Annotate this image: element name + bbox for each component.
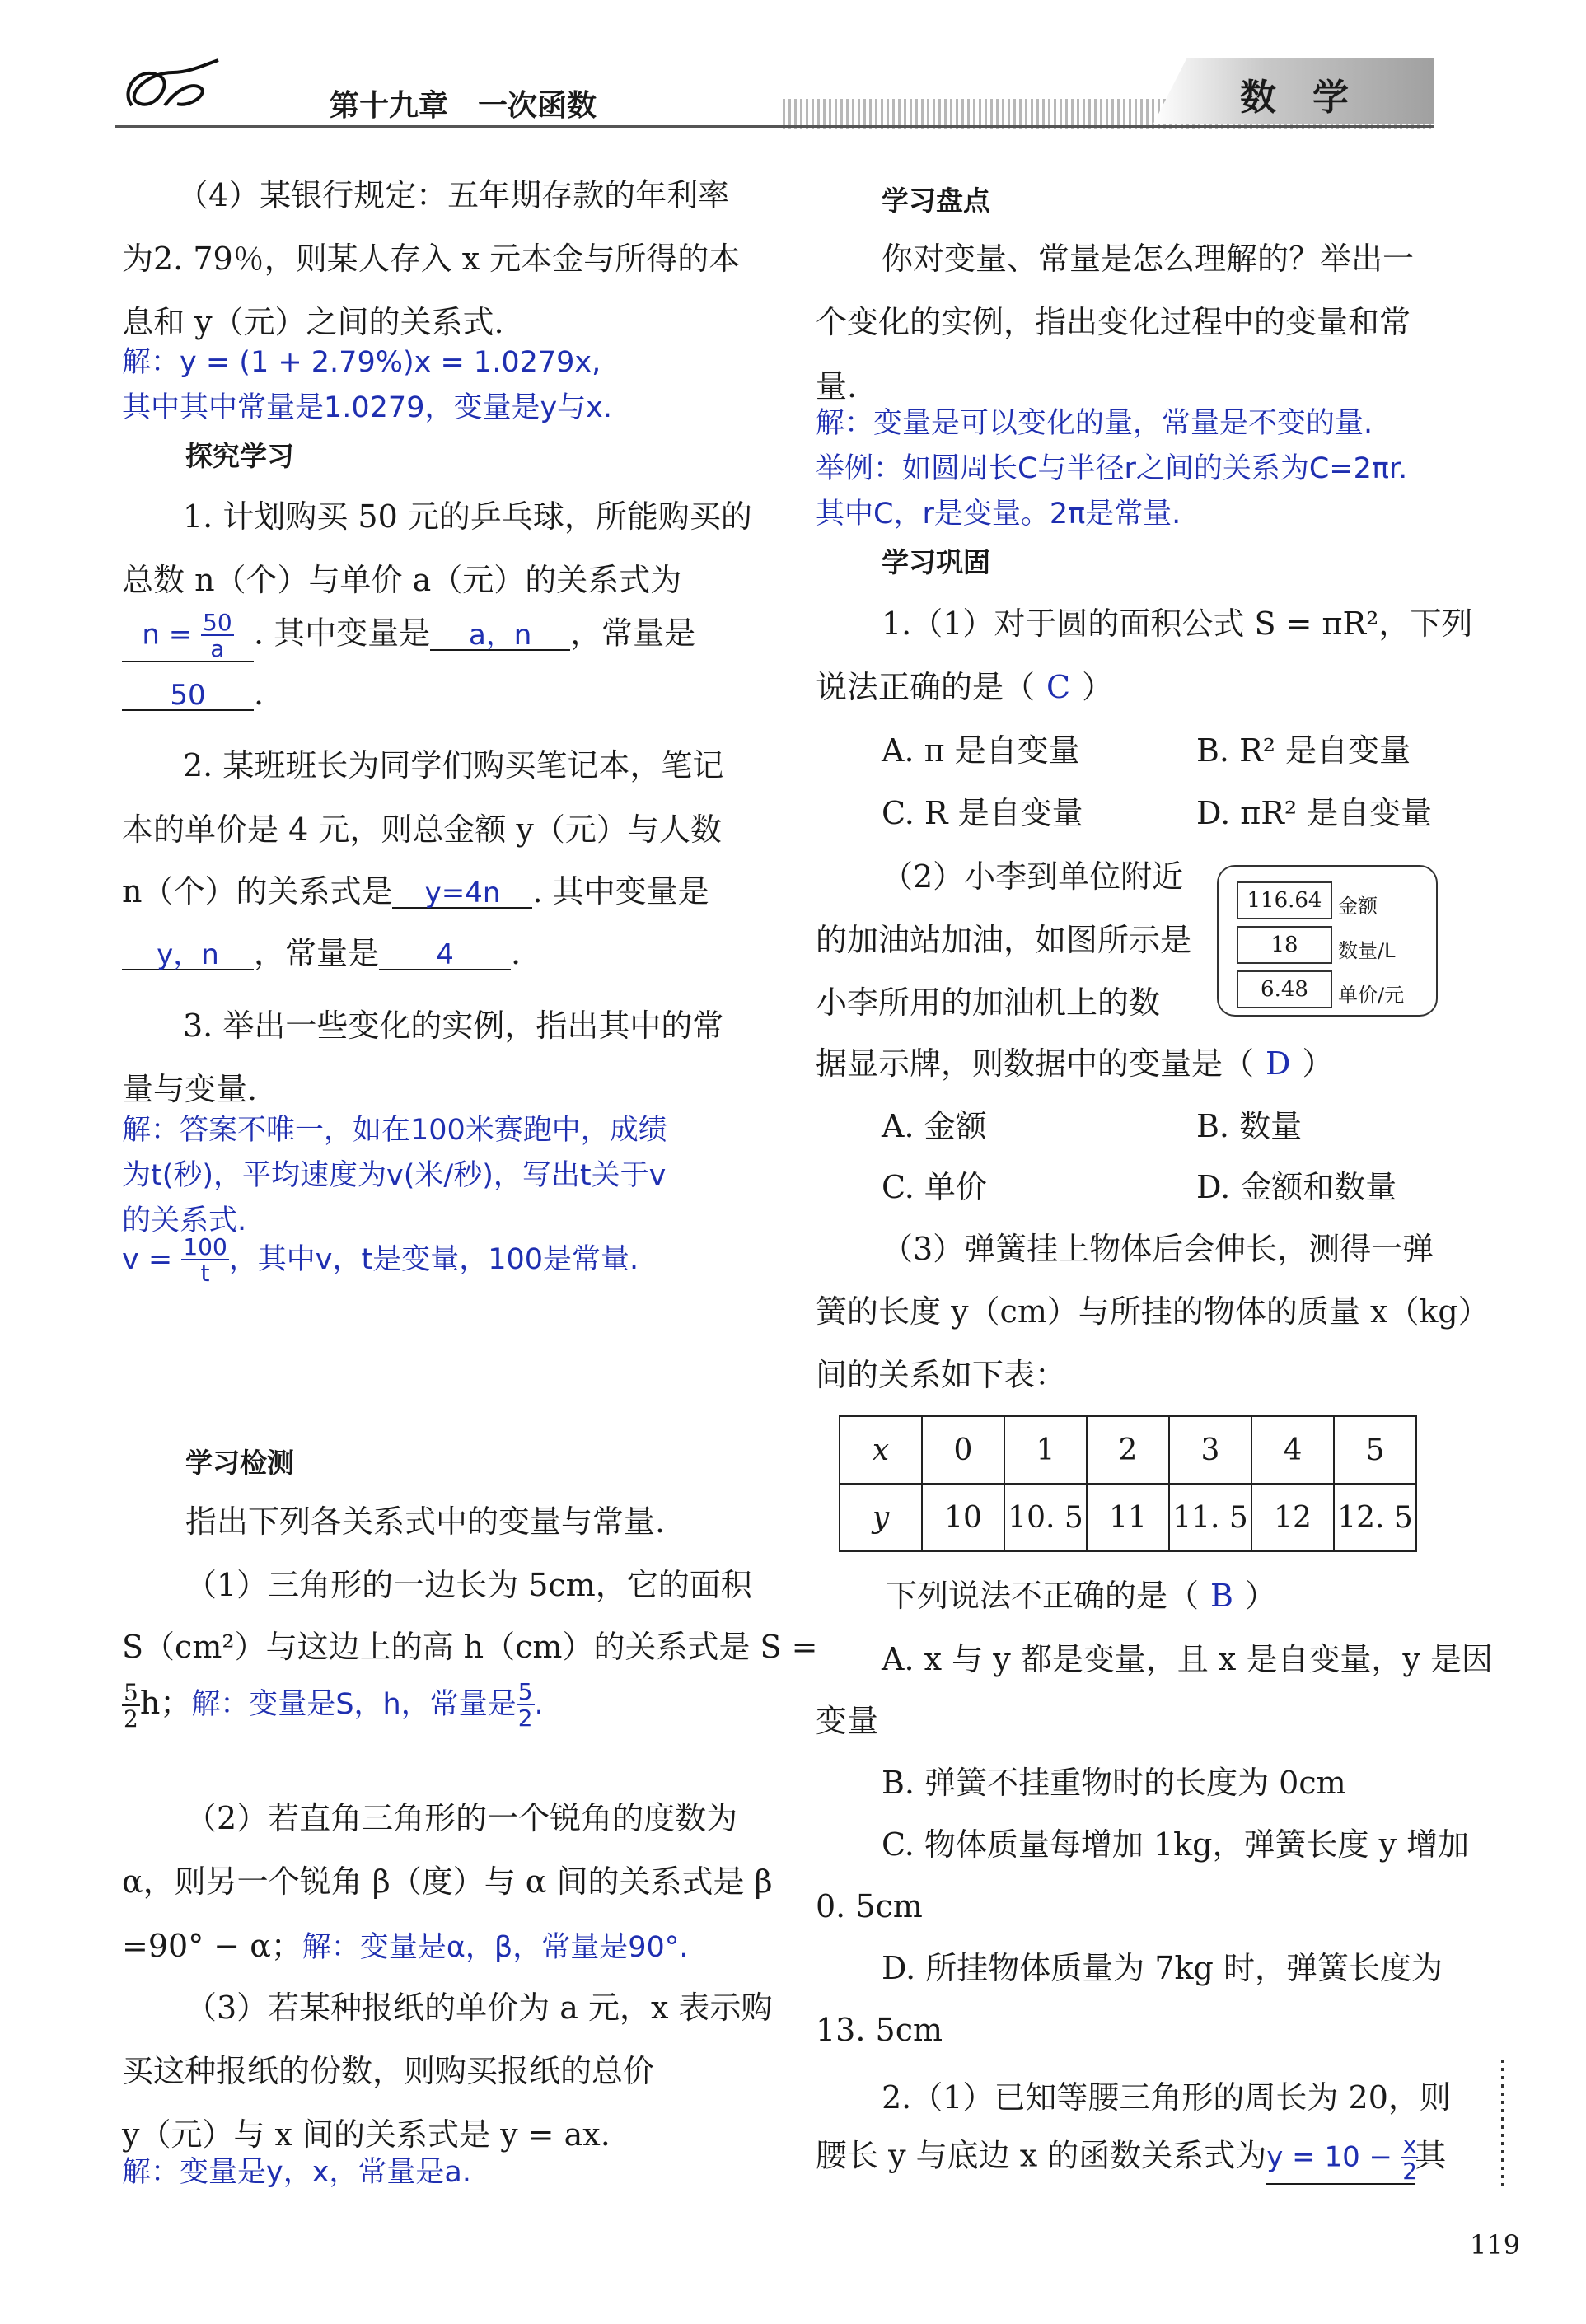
- e1-answer-numerator: 50: [203, 609, 232, 636]
- edge-dots: [1501, 2060, 1504, 2191]
- e1-line-3: n = $\frac{50}{a}$ . 其中变量是 a，n ，常量是: [122, 611, 695, 662]
- c1-answer: 解：变量是S，h，常量是: [191, 1688, 517, 1721]
- c3-line-3: y（元）与 x 间的关系式是 y = ax.: [122, 2116, 611, 2153]
- e2-line-4: y，n ，常量是 4 .: [122, 938, 521, 970]
- e1-answer-denominator: a: [210, 635, 225, 662]
- e3-line-2: 量与变量.: [122, 1071, 258, 1107]
- page-number: 119: [1470, 2229, 1521, 2261]
- e2-line-3: n（个）的关系式是 y=4n . 其中变量是: [122, 873, 709, 909]
- c1-answer-denominator: 2: [517, 1704, 533, 1732]
- e1-answer-formula: n = $\frac{50}{a}$: [122, 611, 254, 662]
- meter-amount-label: 金额: [1338, 895, 1378, 918]
- c2-line-3: =90° − α；解：变量是α，β，常量是90°.: [122, 1928, 689, 1964]
- e3-answer-numerator: 100: [183, 1233, 227, 1260]
- q1-option-a: A. π 是自变量: [882, 732, 1080, 769]
- e3-answer-4: v = $\frac{100}{t}$ ，其中v，t是变量，100是常量.: [122, 1233, 639, 1287]
- q3-line-4: 下列说法不正确的是（ B ）: [886, 1578, 1276, 1614]
- r-line-3: 量.: [816, 368, 858, 404]
- e1-line-4: 50 .: [122, 678, 264, 711]
- table-cell: 12. 5: [1334, 1484, 1416, 1551]
- c1-numerator: 5: [124, 1678, 138, 1706]
- e1-answer-vars: a，n: [430, 621, 570, 651]
- meter-price-label: 单价/元: [1338, 984, 1405, 1007]
- q2-line-1: （2）小李到单位附近: [882, 858, 1184, 895]
- q4-line-2-right: 腰长 y 与底边 x 的函数关系式为y = 10 − $\frac{x}{2}$ 其: [816, 2131, 1447, 2185]
- q1-option-b: B. R² 是自变量: [1196, 732, 1411, 769]
- e2-answer-vars: y，n: [122, 941, 254, 970]
- meter-quantity-label: 数量/L: [1338, 939, 1396, 962]
- r-line-2: 个变化的实例，指出变化过程中的变量和常: [816, 304, 1411, 340]
- table-cell: 3: [1169, 1416, 1251, 1484]
- e3-answer-2: 为t(秒)，平均速度为v(米/秒)，写出t关于v: [122, 1159, 667, 1192]
- e2-line-1: 2. 某班班长为同学们购买笔记本，笔记: [183, 747, 724, 783]
- c1-line-2: S（cm²）与这边上的高 h（cm）的关系式是 S =: [122, 1629, 818, 1665]
- q3-answer: B: [1210, 1578, 1233, 1614]
- q4-answer-numerator: x: [1402, 2131, 1417, 2158]
- c-intro: 指出下列各关系式中的变量与常量.: [185, 1503, 666, 1540]
- c2-line-1: （2）若直角三角形的一个锐角的度数为: [185, 1800, 738, 1836]
- table-cell: 4: [1251, 1416, 1334, 1484]
- q3-option-d-2: 13. 5cm: [816, 2012, 943, 2048]
- r-line-1: 你对变量、常量是怎么理解的？举出一: [882, 241, 1415, 277]
- q3-line-1: （3）弹簧挂上物体后会伸长，测得一弹: [882, 1231, 1434, 1267]
- header-logo-icon: [115, 56, 222, 122]
- table-cell: 0: [922, 1416, 1004, 1484]
- meter-price-value: 6.48: [1237, 970, 1332, 1008]
- table-cell: 10: [922, 1484, 1004, 1551]
- q4-line-2: 为2. 79％，则某人存入 x 元本金与所得的本: [122, 241, 741, 277]
- c3-line-1: （3）若某种报纸的单价为 a 元，x 表示购: [185, 1990, 773, 2026]
- q1-line-1: 1.（1）对于圆的面积公式 S = πR²，下列: [882, 606, 1473, 642]
- q4-answer-formula: y = 10 − $\frac{x}{2}$: [1266, 2131, 1418, 2185]
- table-cell: 12: [1251, 1484, 1334, 1551]
- q4-answer-2: 其中其中常量是1.0279，变量是y与x.: [122, 391, 613, 424]
- table-cell: 5: [1334, 1416, 1416, 1484]
- q2-line-3: 小李所用的加油机上的数: [816, 984, 1161, 1021]
- q2-option-a: A. 金额: [882, 1108, 987, 1144]
- q4-answer-denominator: 2: [1402, 2158, 1418, 2185]
- table-row: [840, 1484, 1416, 1551]
- spring-data-table: [839, 1415, 1417, 1552]
- q2-line-2: 的加油站加油，如图所示是: [816, 922, 1192, 958]
- q1-answer: C: [1046, 669, 1071, 705]
- c1-denominator: 2: [124, 1704, 138, 1732]
- q1-line-2: 说法正确的是（ C ）: [816, 669, 1114, 705]
- section-title-check: 学习检测: [185, 1447, 294, 1479]
- q4-line-3: 息和 y（元）之间的关系式.: [122, 304, 504, 340]
- r-answer-1: 解：变量是可以变化的量，常量是不变的量.: [816, 407, 1373, 440]
- q2-option-c: C. 单价: [882, 1169, 987, 1205]
- q4-line-1-right: 2.（1）已知等腰三角形的周长为 20，则: [882, 2079, 1451, 2116]
- e1-answer-const: 50: [122, 681, 254, 711]
- q2-option-b: B. 数量: [1196, 1108, 1303, 1144]
- e3-answer-1: 解：答案不唯一，如在100米赛跑中，成绩: [122, 1114, 667, 1147]
- meter-amount-value: 116.64: [1237, 881, 1332, 919]
- e1-line-1: 1. 计划购买 50 元的乒乓球，所能购买的: [183, 498, 752, 535]
- c2-answer: 解：变量是α，β，常量是90°.: [302, 1931, 689, 1964]
- section-title-review: 学习盘点: [882, 185, 990, 217]
- q2-answer: D: [1266, 1045, 1291, 1082]
- e2-line-2: 本的单价是 4 元，则总金额 y（元）与人数: [122, 811, 722, 848]
- header-subject: 数 学: [1240, 77, 1349, 119]
- table-cell: 2: [1087, 1416, 1169, 1484]
- table-cell: y: [840, 1484, 922, 1551]
- q3-option-d-1: D. 所挂物体质量为 7kg 时，弹簧长度为: [882, 1950, 1443, 1986]
- q4-line-1: （4）某银行规定：五年期存款的年利率: [177, 177, 730, 213]
- table-cell: 11: [1087, 1484, 1169, 1551]
- q3-option-a-1: A. x 与 y 都是变量，且 x 是自变量，y 是因: [882, 1641, 1493, 1677]
- c3-answer: 解：变量是y，x，常量是a.: [122, 2156, 471, 2189]
- table-row: [840, 1416, 1416, 1484]
- q3-line-2: 簧的长度 y（cm）与所挂的物体的质量 x（kg）: [816, 1293, 1490, 1330]
- q3-option-c-2: 0. 5cm: [816, 1888, 923, 1924]
- q3-line-3: 间的关系如下表：: [816, 1357, 1067, 1393]
- c1-answer-numerator: 5: [517, 1678, 533, 1705]
- q1-option-c: C. R 是自变量: [882, 795, 1083, 831]
- r-answer-3: 其中C，r是变量。2π是常量.: [816, 498, 1181, 531]
- q4-answer-1: 解：y = (1 + 2.79%)x = 1.0279x,: [122, 346, 601, 379]
- e3-answer-3: 的关系式.: [122, 1204, 247, 1237]
- section-title-consolidate: 学习巩固: [882, 546, 990, 578]
- header-rule: [115, 125, 1434, 128]
- q3-option-c-1: C. 物体质量每增加 1kg，弹簧长度 y 增加: [882, 1826, 1470, 1863]
- fuel-display-board: [1217, 865, 1438, 1017]
- meter-quantity-value: 18: [1237, 926, 1332, 964]
- e3-answer-denominator: t: [200, 1260, 210, 1287]
- header-chapter: 第十九章 一次函数: [330, 89, 597, 123]
- table-cell: 1: [1004, 1416, 1087, 1484]
- e3-line-1: 3. 举出一些变化的实例，指出其中的常: [183, 1008, 724, 1044]
- section-title-explore: 探究学习: [185, 440, 294, 472]
- table-cell: 11. 5: [1169, 1484, 1251, 1551]
- q1-option-d: D. πR² 是自变量: [1196, 795, 1433, 831]
- q2-line-4: 据显示牌，则数据中的变量是（ D ）: [816, 1045, 1334, 1082]
- r-answer-2: 举例：如圆周长C与半径r之间的关系为C=2πr.: [816, 452, 1408, 485]
- c1-line-3: $\frac{5}{2}$ h；解：变量是S，h，常量是 $\frac{5}{2}$ .: [124, 1678, 544, 1732]
- e2-answer-formula: y=4n: [392, 879, 532, 909]
- q3-option-a-2: 变量: [816, 1703, 879, 1739]
- c1-line-1: （1）三角形的一边长为 5cm，它的面积: [185, 1567, 752, 1603]
- q2-option-d: D. 金额和数量: [1196, 1169, 1397, 1205]
- table-cell: x: [840, 1416, 922, 1484]
- c2-line-2: α，则另一个锐角 β（度）与 α 间的关系式是 β: [122, 1863, 773, 1900]
- e1-line-2: 总数 n（个）与单价 a（元）的关系式为: [122, 562, 682, 598]
- q3-option-b: B. 弹簧不挂重物时的长度为 0cm: [882, 1765, 1346, 1801]
- table-cell: 10. 5: [1004, 1484, 1087, 1551]
- e2-answer-const: 4: [379, 941, 511, 970]
- c3-line-2: 买这种报纸的份数，则购买报纸的总价: [122, 2053, 655, 2089]
